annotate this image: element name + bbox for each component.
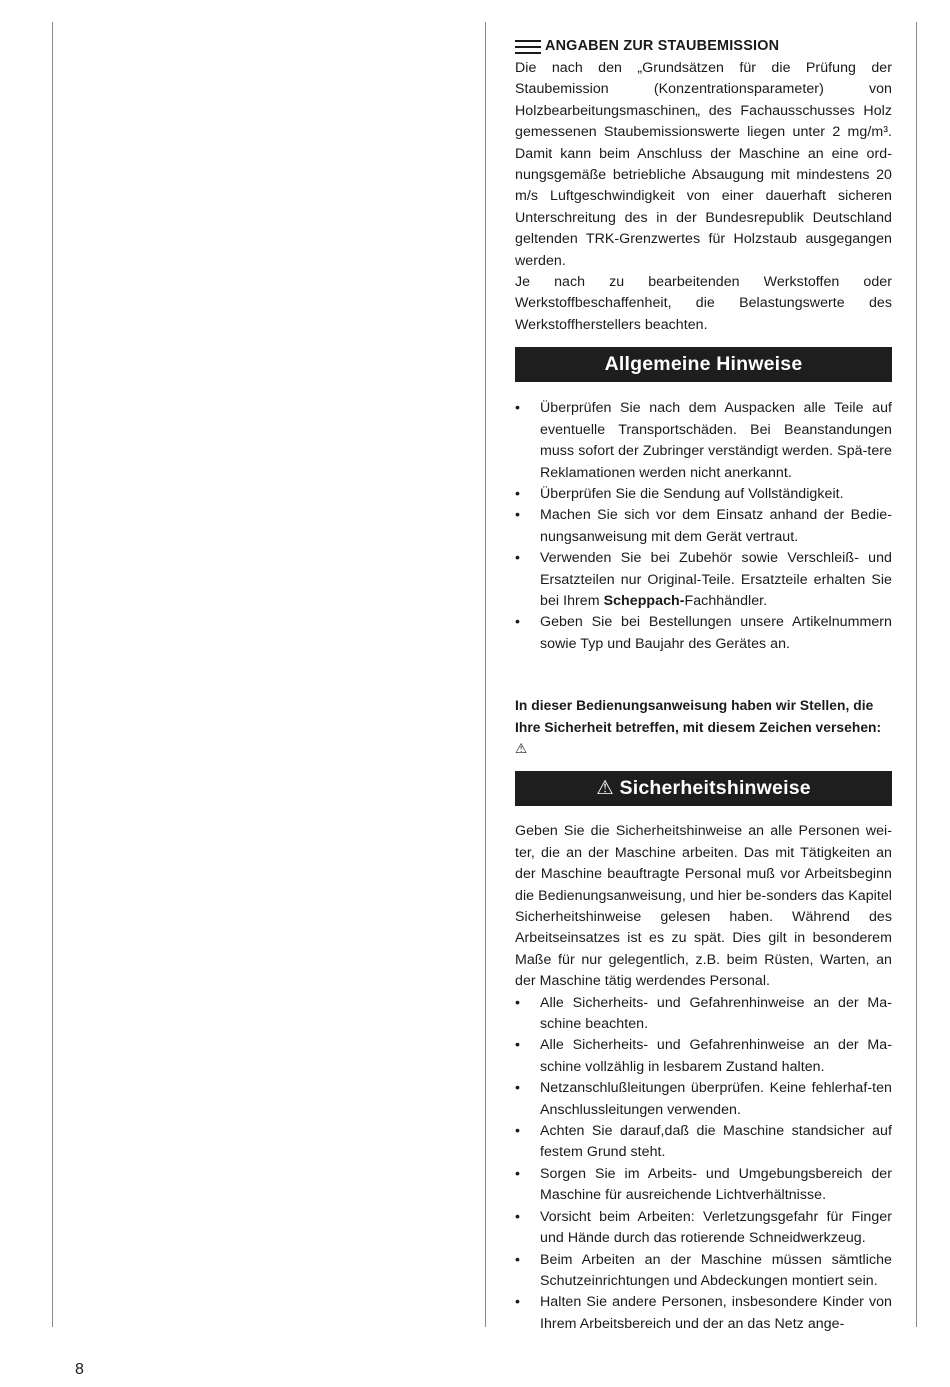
page-number: 8 xyxy=(75,1361,84,1378)
general-notes-list xyxy=(515,398,892,655)
list-item: • Vorsicht beim Arbeiten: Verletzungsgefahr für Finger und Hände durch das rotierende Schneidwerkzeug. xyxy=(515,1207,892,1250)
safety-banner-title: Sicherheitshinweise xyxy=(619,777,811,800)
list-item xyxy=(515,548,892,612)
dust-emission-heading xyxy=(515,36,892,58)
list-item: • Beim Arbeiten an der Maschine müssen sämtliche Schutzeinrichtungen und Abdeckungen montiert sein. xyxy=(515,1250,892,1293)
dust-emission-heading-text: ANGABEN ZUR STAUBEMISSION xyxy=(545,38,780,55)
dust-emission-paragraph-2: Je nach zu bearbeitenden Werkstoffen oder Werkstoffbeschaffenheit, die Belastungswerte des Werkstoffherstellers beachten. xyxy=(515,274,892,333)
right-text-column xyxy=(515,36,892,1335)
brand-name: Scheppach- xyxy=(603,592,685,609)
list-item: • Achten Sie darauf,daß die Maschine standsicher auf festem Grund steht. xyxy=(515,1121,892,1164)
warning-triangle-icon: ⚠ xyxy=(515,740,528,756)
safety-list xyxy=(515,993,892,1336)
list-item: • Sorgen Sie im Arbeits- und Umgebungsbereich der Maschine für ausreichende Lichtverhältnisse. xyxy=(515,1164,892,1207)
safety-symbol-note-text: In dieser Bedienungsanweisung haben wir Stellen, die Ihre Sicherheit betreffen, mit diesem Zeichen versehen: xyxy=(515,698,882,735)
dust-emission-paragraph-1: Die nach den „Grundsätzen für die Prüfung der Staubemission (Konzentrationsparameter) von Holzbearbeitungsmaschinen„ des Fachausschusses Holz gemessenen Staubemissionswerte liegen unter 2 mg/m³. Damit kann beim Anschluss der Maschine an eine ord-nungsgemäße betriebliche Absaugung mit mindestens 20 m/s Luftgeschwindigkeit von einer dauerhaft sicheren Unterschreitung des in der Bundesrepublik Deutschland geltenden TRK-Grenzwertes für Holzstaub ausgegangen werden. xyxy=(515,60,892,269)
left-column-rule xyxy=(52,22,53,1327)
warning-triangle-icon: ⚠ xyxy=(596,777,614,800)
list-item: • Geben Sie bei Bestellungen unsere Artikelnummern sowie Typ und Baujahr des Gerätes an. xyxy=(515,612,892,655)
item-text-before: Verwenden Sie bei Zubehör sowie Verschleiß- und Ersatzteilen nur Original-Teile. Ersatzteile erhalten Sie bei Ihrem xyxy=(540,550,892,609)
list-item: • Überprüfen Sie die Sendung auf Vollständigkeit. xyxy=(515,484,892,505)
safety-symbol-note xyxy=(515,695,892,759)
list-item: • Alle Sicherheits- und Gefahrenhinweise an der Ma-schine beachten. xyxy=(515,993,892,1036)
right-column-rule xyxy=(916,22,917,1327)
center-column-rule xyxy=(485,22,486,1327)
list-item: • Machen Sie sich vor dem Einsatz anhand der Bedie-nungsanweisung mit dem Gerät vertraut. xyxy=(515,505,892,548)
list-item: • Überprüfen Sie nach dem Auspacken alle Teile auf eventuelle Transportschäden. Bei Beanstandungen muss sofort der Zubringer verständigt werden. Spä-tere Reklamationen werden nicht anerkannt. xyxy=(515,398,892,484)
item-text-after: Fachhändler. xyxy=(684,592,768,609)
list-item: • Alle Sicherheits- und Gefahrenhinweise an der Ma-schine vollzählig in lesbarem Zustand halten. xyxy=(515,1035,892,1078)
safety-banner xyxy=(515,771,892,806)
list-item: • Netzanschlußleitungen überprüfen. Keine fehlerhaf-ten Anschlussleitungen verwenden. xyxy=(515,1078,892,1121)
general-notes-banner: Allgemeine Hinweise xyxy=(515,347,892,382)
list-item: • Halten Sie andere Personen, insbesondere Kinder von Ihrem Arbeitsbereich und der an das Netz ange- xyxy=(515,1292,892,1335)
menu-lines-icon xyxy=(515,40,541,54)
safety-intro-paragraph: Geben Sie die Sicherheitshinweise an alle Personen wei-ter, die an der Maschine arbeiten. Das mit Tätigkeiten an der Maschine beauftragte Personal muß vor Arbeitsbeginn die Bedienungsanweisung, und hier be-sonders das Kapitel Sicherheitshinweise gelesen haben. Während des Arbeitseinsatzes ist es zu spät. Dies gilt in besonderem Maße für nur gelegentlich, z.B. beim Rüsten, Warten, an der Maschine tätig werdendes Personal. xyxy=(515,823,892,990)
